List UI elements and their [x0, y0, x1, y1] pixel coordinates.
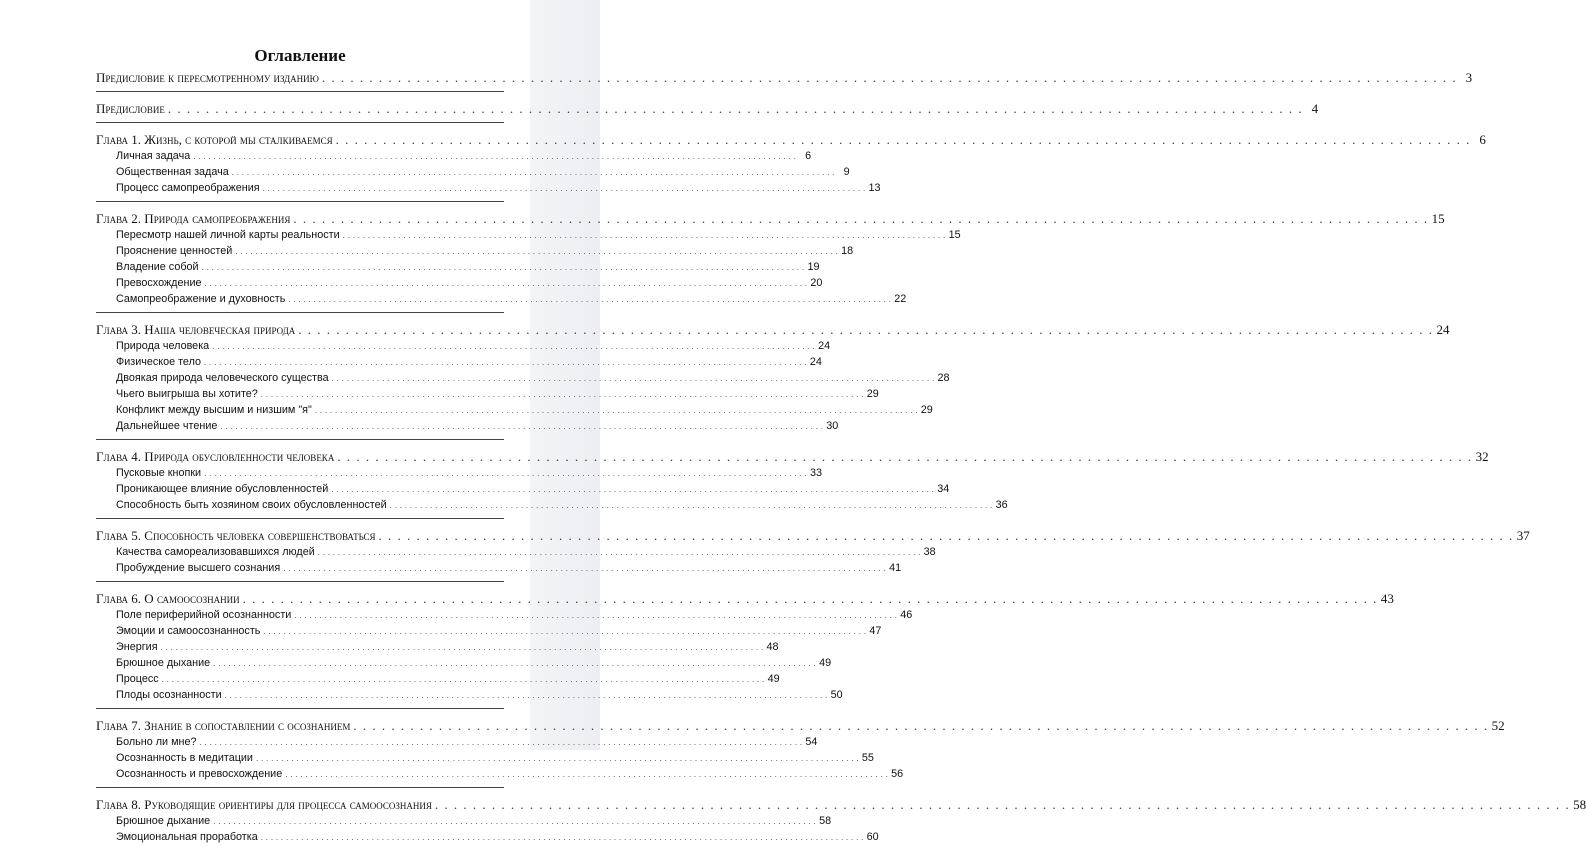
toc-subsection-entry — [96, 150, 812, 166]
toc-page-number: 15 — [1431, 211, 1445, 226]
toc-subsection-entry — [96, 562, 902, 578]
toc-entry-title: Конфликт между высшим и низшим "я" — [116, 404, 312, 416]
toc-page-number: 33 — [810, 467, 823, 479]
toc-entry-title: Брюшное дыхание — [116, 815, 211, 827]
section-divider — [96, 787, 504, 788]
toc-page-number: 55 — [861, 752, 874, 764]
toc-subsection-entry — [96, 689, 843, 705]
toc-section — [96, 449, 1489, 515]
toc-subsection-entry — [96, 609, 913, 625]
dot-leader: . . . . . . . . . . . . . . . . . . . . . . . . . . . . . . . . . . . . . . . . . . . . . . . . . . . . . . . . . . . . . . . . . . . . . . . . . . . . . . . . . . . . . . . . . . . . . . . . . . . . . . . . . . . . . . . . . . . . . . . . — [335, 132, 1471, 147]
toc-section — [96, 591, 1394, 705]
toc-entry-title: Способность быть хозяином своих обусловленностей — [116, 499, 387, 511]
toc-subsection-entry — [96, 388, 879, 404]
toc-subsection-entry — [96, 277, 823, 293]
toc-page-number: 6 — [805, 150, 812, 162]
section-divider — [96, 201, 504, 202]
toc-chapter-entry — [96, 211, 1445, 229]
toc-subsection-entry — [96, 752, 874, 768]
toc-page-number: 34 — [937, 483, 950, 495]
dot-leader: . . . . . . . . . . . . . . . . . . . . . . . . . . . . . . . . . . . . . . . . . . . . . . . . . . . . . . . . . . . . . . . . . . . . . . . . . . . . . . . . . . . . . . . . . . . . . . . . . . . . . . . . . . . . . . . . . . . . . . . . — [193, 152, 797, 161]
toc-section — [96, 211, 1445, 309]
dot-leader: . . . . . . . . . . . . . . . . . . . . . . . . . . . . . . . . . . . . . . . . . . . . . . . . . . . . . . . . . . . . . . . . . . . . . . . . . . . . . . . . . . . . . . . . . . . . . . . . . . . . . . . . . . . . . . . . . . . . . . . . — [378, 528, 1514, 543]
section-divider — [96, 91, 504, 92]
dot-leader: . . . . . . . . . . . . . . . . . . . . . . . . . . . . . . . . . . . . . . . . . . . . . . . . . . . . . . . . . . . . . . . . . . . . . . . . . . . . . . . . . . . . . . . . . . . . . . . . . . . . . . . . . . . . . . . . . . . . . . . . — [213, 817, 817, 826]
dot-leader: . . . . . . . . . . . . . . . . . . . . . . . . . . . . . . . . . . . . . . . . . . . . . . . . . . . . . . . . . . . . . . . . . . . . . . . . . . . . . . . . . . . . . . . . . . . . . . . . . . . . . . . . . . . . . . . . . . . . . . . . — [224, 691, 828, 700]
toc-page-number: 28 — [937, 372, 950, 384]
toc-page-number: 6 — [1479, 132, 1486, 147]
dot-leader: . . . . . . . . . . . . . . . . . . . . . . . . . . . . . . . . . . . . . . . . . . . . . . . . . . . . . . . . . . . . . . . . . . . . . . . . . . . . . . . . . . . . . . . . . . . . . . . . . . . . . . . . . . . . . . . . . . . . . . . . — [201, 263, 805, 272]
toc-subsection-entry — [96, 625, 882, 641]
toc-entry-title: Брюшное дыхание — [116, 657, 211, 669]
toc-entry-title: Предисловие к пересмотренному изданию — [96, 70, 319, 85]
toc-subsection-entry — [96, 831, 879, 847]
dot-leader: . . . . . . . . . . . . . . . . . . . . . . . . . . . . . . . . . . . . . . . . . . . . . . . . . . . . . . . . . . . . . . . . . . . . . . . . . . . . . . . . . . . . . . . . . . . . . . . . . . . . . . . . . . . . . . . . . . . . . . . . — [331, 374, 935, 383]
toc-page-number: 37 — [1516, 528, 1530, 543]
table-of-contents — [96, 70, 1586, 847]
page-title: Оглавление — [254, 46, 346, 65]
toc-chapter-entry — [96, 101, 1319, 119]
dot-leader: . . . . . . . . . . . . . . . . . . . . . . . . . . . . . . . . . . . . . . . . . . . . . . . . . . . . . . . . . . . . . . . . . . . . . . . . . . . . . . . . . . . . . . . . . . . . . . . . . . . . . . . . . . . . . . . . . . . . . . . . — [255, 754, 859, 763]
section-divider — [96, 581, 504, 582]
toc-entry-title: Осознанность в медитации — [116, 752, 253, 764]
toc-entry-title: Глава 8. Руководящие ориентиры для процесса самоосознания — [96, 797, 432, 812]
dot-leader: . . . . . . . . . . . . . . . . . . . . . . . . . . . . . . . . . . . . . . . . . . . . . . . . . . . . . . . . . . . . . . . . . . . . . . . . . . . . . . . . . . . . . . . . . . . . . . . . . . . . . . . . . . . . . . . . . . . . . . . . — [389, 501, 993, 510]
toc-page-number: 15 — [948, 229, 961, 241]
toc-entry-title: Глава 1. Жизнь, с которой мы сталкиваемся — [96, 132, 333, 147]
toc-entry-title: Поле периферийной осознанности — [116, 609, 292, 621]
toc-section — [96, 70, 1473, 88]
toc-subsection-entry — [96, 546, 936, 562]
toc-page-number: 24 — [818, 340, 831, 352]
toc-page-number: 20 — [810, 277, 823, 289]
toc-subsection-entry — [96, 768, 904, 784]
section-divider — [96, 122, 504, 123]
toc-entry-title: Превосхождение — [116, 277, 202, 289]
toc-chapter-entry — [96, 591, 1394, 609]
dot-leader: . . . . . . . . . . . . . . . . . . . . . . . . . . . . . . . . . . . . . . . . . . . . . . . . . . . . . . . . . . . . . . . . . . . . . . . . . . . . . . . . . . . . . . . . . . . . . . . . . . . . . . . . . . . . . . . . . . . . . . . . — [220, 422, 824, 431]
section-divider — [96, 708, 504, 709]
toc-subsection-entry — [96, 372, 950, 388]
toc-page-number: 19 — [807, 261, 820, 273]
toc-subsection-entry — [96, 229, 961, 245]
toc-chapter-entry — [96, 528, 1530, 546]
section-divider — [96, 518, 504, 519]
dot-leader: . . . . . . . . . . . . . . . . . . . . . . . . . . . . . . . . . . . . . . . . . . . . . . . . . . . . . . . . . . . . . . . . . . . . . . . . . . . . . . . . . . . . . . . . . . . . . . . . . . . . . . . . . . . . . . . . . . . . . . . . — [204, 469, 808, 478]
toc-page-number: 58 — [1573, 797, 1586, 812]
toc-subsection-entry — [96, 166, 850, 182]
toc-section — [96, 528, 1530, 578]
toc-page-number: 4 — [1311, 101, 1319, 116]
toc-subsection-entry — [96, 657, 832, 673]
dot-leader: . . . . . . . . . . . . . . . . . . . . . . . . . . . . . . . . . . . . . . . . . . . . . . . . . . . . . . . . . . . . . . . . . . . . . . . . . . . . . . . . . . . . . . . . . . . . . . . . . . . . . . . . . . . . . . . . . . . . . . . . — [212, 342, 816, 351]
dot-leader: . . . . . . . . . . . . . . . . . . . . . . . . . . . . . . . . . . . . . . . . . . . . . . . . . . . . . . . . . . . . . . . . . . . . . . . . . . . . . . . . . . . . . . . . . . . . . . . . . . . . . . . . . . . . . . . . . . . . . . . . — [331, 485, 935, 494]
dot-leader: . . . . . . . . . . . . . . . . . . . . . . . . . . . . . . . . . . . . . . . . . . . . . . . . . . . . . . . . . . . . . . . . . . . . . . . . . . . . . . . . . . . . . . . . . . . . . . . . . . . . . . . . . . . . . . . . . . . . . . . . — [298, 322, 1434, 337]
section-divider — [96, 439, 504, 440]
dot-leader: . . . . . . . . . . . . . . . . . . . . . . . . . . . . . . . . . . . . . . . . . . . . . . . . . . . . . . . . . . . . . . . . . . . . . . . . . . . . . . . . . . . . . . . . . . . . . . . . . . . . . . . . . . . . . . . . . . . . . . . . — [285, 770, 889, 779]
toc-entry-title: Энергия — [116, 641, 158, 653]
toc-page-number: 24 — [809, 356, 822, 368]
dot-leader: . . . . . . . . . . . . . . . . . . . . . . . . . . . . . . . . . . . . . . . . . . . . . . . . . . . . . . . . . . . . . . . . . . . . . . . . . . . . . . . . . . . . . . . . . . . . . . . . . . . . . . . . . . . . . . . . . . . . . . . . — [167, 101, 1304, 116]
toc-subsection-entry — [96, 673, 780, 689]
toc-entry-title: Глава 4. Природа обусловленности человека — [96, 449, 335, 464]
toc-subsection-entry — [96, 815, 832, 831]
toc-chapter-entry — [96, 797, 1586, 815]
toc-page-number: 24 — [1436, 322, 1450, 337]
dot-leader: . . . . . . . . . . . . . . . . . . . . . . . . . . . . . . . . . . . . . . . . . . . . . . . . . . . . . . . . . . . . . . . . . . . . . . . . . . . . . . . . . . . . . . . . . . . . . . . . . . . . . . . . . . . . . . . . . . . . . . . . — [242, 591, 1378, 606]
dot-leader: . . . . . . . . . . . . . . . . . . . . . . . . . . . . . . . . . . . . . . . . . . . . . . . . . . . . . . . . . . . . . . . . . . . . . . . . . . . . . . . . . . . . . . . . . . . . . . . . . . . . . . . . . . . . . . . . . . . . . . . . — [263, 627, 867, 636]
toc-page-number: 54 — [805, 736, 818, 748]
toc-subsection-entry — [96, 499, 1008, 515]
toc-subsection-entry — [96, 736, 818, 752]
toc-page-number: 29 — [920, 404, 933, 416]
toc-chapter-entry — [96, 132, 1486, 150]
dot-leader: . . . . . . . . . . . . . . . . . . . . . . . . . . . . . . . . . . . . . . . . . . . . . . . . . . . . . . . . . . . . . . . . . . . . . . . . . . . . . . . . . . . . . . . . . . . . . . . . . . . . . . . . . . . . . . . . . . . . . . . . — [337, 449, 1473, 464]
dot-leader: . . . . . . . . . . . . . . . . . . . . . . . . . . . . . . . . . . . . . . . . . . . . . . . . . . . . . . . . . . . . . . . . . . . . . . . . . . . . . . . . . . . . . . . . . . . . . . . . . . . . . . . . . . . . . . . . . . . . . . . . — [262, 184, 866, 193]
toc-chapter-entry — [96, 322, 1450, 340]
dot-leader: . . . . . . . . . . . . . . . . . . . . . . . . . . . . . . . . . . . . . . . . . . . . . . . . . . . . . . . . . . . . . . . . . . . . . . . . . . . . . . . . . . . . . . . . . . . . . . . . . . . . . . . . . . . . . . . . . . . . . . . . — [288, 295, 892, 304]
toc-page-number: 49 — [819, 657, 832, 669]
dot-leader: . . . . . . . . . . . . . . . . . . . . . . . . . . . . . . . . . . . . . . . . . . . . . . . . . . . . . . . . . . . . . . . . . . . . . . . . . . . . . . . . . . . . . . . . . . . . . . . . . . . . . . . . . . . . . . . . . . . . . . . . — [204, 279, 808, 288]
toc-page-number: 52 — [1491, 718, 1505, 733]
toc-page-number: 46 — [900, 609, 913, 621]
toc-page-number: 38 — [923, 546, 936, 558]
toc-page-number: 56 — [891, 768, 904, 780]
toc-entry-title: Общественная задача — [116, 166, 229, 178]
toc-entry-title: Природа человека — [116, 340, 210, 352]
toc-page-number: 32 — [1475, 449, 1489, 464]
toc-subsection-entry — [96, 641, 779, 657]
toc-page-number: 18 — [841, 245, 854, 257]
dot-leader: . . . . . . . . . . . . . . . . . . . . . . . . . . . . . . . . . . . . . . . . . . . . . . . . . . . . . . . . . . . . . . . . . . . . . . . . . . . . . . . . . . . . . . . . . . . . . . . . . . . . . . . . . . . . . . . . . . . . . . . . — [293, 211, 1429, 226]
toc-page-number: 3 — [1465, 70, 1473, 85]
toc-entry-title: Личная задача — [116, 150, 191, 162]
toc-subsection-entry — [96, 245, 854, 261]
dot-leader: . . . . . . . . . . . . . . . . . . . . . . . . . . . . . . . . . . . . . . . . . . . . . . . . . . . . . . . . . . . . . . . . . . . . . . . . . . . . . . . . . . . . . . . . . . . . . . . . . . . . . . . . . . . . . . . . . . . . . . . . — [213, 659, 817, 668]
toc-page-number: 50 — [830, 689, 843, 701]
dot-leader: . . . . . . . . . . . . . . . . . . . . . . . . . . . . . . . . . . . . . . . . . . . . . . . . . . . . . . . . . . . . . . . . . . . . . . . . . . . . . . . . . . . . . . . . . . . . . . . . . . . . . . . . . . . . . . . . . . . . . . . . — [294, 611, 898, 620]
dot-leader: . . . . . . . . . . . . . . . . . . . . . . . . . . . . . . . . . . . . . . . . . . . . . . . . . . . . . . . . . . . . . . . . . . . . . . . . . . . . . . . . . . . . . . . . . . . . . . . . . . . . . . . . . . . . . . . . . . . . . . . . — [260, 390, 864, 399]
toc-section — [96, 797, 1586, 847]
toc-section — [96, 101, 1319, 119]
toc-entry-title: Самопреображение и духовность — [116, 293, 286, 305]
toc-section — [96, 718, 1505, 784]
toc-entry-title: Эмоции и самоосознанность — [116, 625, 261, 637]
toc-section — [96, 132, 1486, 198]
toc-entry-title: Качества самореализовавшихся людей — [116, 546, 315, 558]
toc-entry-title: Процесс самопреображения — [116, 182, 260, 194]
toc-entry-title: Чьего выигрыша вы хотите? — [116, 388, 258, 400]
dot-leader: . . . . . . . . . . . . . . . . . . . . . . . . . . . . . . . . . . . . . . . . . . . . . . . . . . . . . . . . . . . . . . . . . . . . . . . . . . . . . . . . . . . . . . . . . . . . . . . . . . . . . . . . . . . . . . . . . . . . . . . . — [199, 738, 803, 747]
dot-leader: . . . . . . . . . . . . . . . . . . . . . . . . . . . . . . . . . . . . . . . . . . . . . . . . . . . . . . . . . . . . . . . . . . . . . . . . . . . . . . . . . . . . . . . . . . . . . . . . . . . . . . . . . . . . . . . . . . . . . . . . — [321, 70, 1458, 85]
toc-page-number: 13 — [868, 182, 881, 194]
toc-subsection-entry — [96, 467, 823, 483]
toc-entry-title: Процесс — [116, 673, 159, 685]
toc-entry-title: Глава 7. Знание в сопоставлении с осознанием — [96, 718, 351, 733]
toc-entry-title: Осознанность и превосхождение — [116, 768, 283, 780]
toc-page-number: 9 — [843, 166, 850, 178]
toc-entry-title: Предисловие — [96, 101, 165, 116]
toc-page-number: 47 — [869, 625, 882, 637]
toc-entry-title: Плоды осознанности — [116, 689, 222, 701]
toc-entry-title: Физическое тело — [116, 356, 201, 368]
toc-entry-title: Двоякая природа человеческого существа — [116, 372, 329, 384]
dot-leader: . . . . . . . . . . . . . . . . . . . . . . . . . . . . . . . . . . . . . . . . . . . . . . . . . . . . . . . . . . . . . . . . . . . . . . . . . . . . . . . . . . . . . . . . . . . . . . . . . . . . . . . . . . . . . . . . . . . . . . . . — [161, 675, 765, 684]
dot-leader: . . . . . . . . . . . . . . . . . . . . . . . . . . . . . . . . . . . . . . . . . . . . . . . . . . . . . . . . . . . . . . . . . . . . . . . . . . . . . . . . . . . . . . . . . . . . . . . . . . . . . . . . . . . . . . . . . . . . . . . . — [260, 833, 864, 842]
toc-page-number: 60 — [866, 831, 879, 843]
dot-leader: . . . . . . . . . . . . . . . . . . . . . . . . . . . . . . . . . . . . . . . . . . . . . . . . . . . . . . . . . . . . . . . . . . . . . . . . . . . . . . . . . . . . . . . . . . . . . . . . . . . . . . . . . . . . . . . . . . . . . . . . — [160, 643, 764, 652]
toc-page-number: 48 — [766, 641, 779, 653]
toc-page-number: 29 — [866, 388, 879, 400]
dot-leader: . . . . . . . . . . . . . . . . . . . . . . . . . . . . . . . . . . . . . . . . . . . . . . . . . . . . . . . . . . . . . . . . . . . . . . . . . . . . . . . . . . . . . . . . . . . . . . . . . . . . . . . . . . . . . . . . . . . . . . . . — [434, 797, 1571, 812]
toc-chapter-entry — [96, 718, 1505, 736]
toc-subsection-entry — [96, 404, 933, 420]
dot-leader: . . . . . . . . . . . . . . . . . . . . . . . . . . . . . . . . . . . . . . . . . . . . . . . . . . . . . . . . . . . . . . . . . . . . . . . . . . . . . . . . . . . . . . . . . . . . . . . . . . . . . . . . . . . . . . . . . . . . . . . . — [204, 358, 807, 367]
toc-subsection-entry — [96, 483, 950, 499]
toc-subsection-entry — [96, 420, 839, 436]
toc-page-number: 36 — [995, 499, 1008, 511]
toc-chapter-entry — [96, 449, 1489, 467]
dot-leader: . . . . . . . . . . . . . . . . . . . . . . . . . . . . . . . . . . . . . . . . . . . . . . . . . . . . . . . . . . . . . . . . . . . . . . . . . . . . . . . . . . . . . . . . . . . . . . . . . . . . . . . . . . . . . . . . . . . . . . . . — [231, 168, 835, 177]
toc-entry-title: Проникающее влияние обусловленностей — [116, 483, 329, 495]
toc-page-number: 22 — [894, 293, 907, 305]
toc-subsection-entry — [96, 340, 831, 356]
toc-entry-title: Пусковые кнопки — [116, 467, 202, 479]
toc-chapter-entry — [96, 70, 1473, 88]
dot-leader: . . . . . . . . . . . . . . . . . . . . . . . . . . . . . . . . . . . . . . . . . . . . . . . . . . . . . . . . . . . . . . . . . . . . . . . . . . . . . . . . . . . . . . . . . . . . . . . . . . . . . . . . . . . . . . . . . . . . . . . . — [235, 247, 839, 256]
toc-page-number: 30 — [826, 420, 839, 432]
toc-entry-title: Глава 6. О самоосознании — [96, 591, 240, 606]
dot-leader: . . . . . . . . . . . . . . . . . . . . . . . . . . . . . . . . . . . . . . . . . . . . . . . . . . . . . . . . . . . . . . . . . . . . . . . . . . . . . . . . . . . . . . . . . . . . . . . . . . . . . . . . . . . . . . . . . . . . . . . . — [314, 406, 918, 415]
toc-entry-title: Глава 3. Наша человеческая природа — [96, 322, 296, 337]
toc-page-number: 49 — [767, 673, 780, 685]
dot-leader: . . . . . . . . . . . . . . . . . . . . . . . . . . . . . . . . . . . . . . . . . . . . . . . . . . . . . . . . . . . . . . . . . . . . . . . . . . . . . . . . . . . . . . . . . . . . . . . . . . . . . . . . . . . . . . . . . . . . . . . . — [342, 231, 946, 240]
toc-subsection-entry — [96, 293, 907, 309]
section-divider — [96, 312, 504, 313]
dot-leader: . . . . . . . . . . . . . . . . . . . . . . . . . . . . . . . . . . . . . . . . . . . . . . . . . . . . . . . . . . . . . . . . . . . . . . . . . . . . . . . . . . . . . . . . . . . . . . . . . . . . . . . . . . . . . . . . . . . . . . . . — [317, 548, 921, 557]
toc-page-number: 41 — [889, 562, 902, 574]
toc-entry-title: Глава 2. Природа самопреображения — [96, 211, 291, 226]
toc-entry-title: Пробуждение высшего сознания — [116, 562, 281, 574]
toc-subsection-entry — [96, 261, 820, 277]
toc-entry-title: Больно ли мне? — [116, 736, 197, 748]
toc-subsection-entry — [96, 182, 881, 198]
toc-entry-title: Эмоциональная проработка — [116, 831, 258, 843]
toc-subsection-entry — [96, 356, 822, 372]
dot-leader: . . . . . . . . . . . . . . . . . . . . . . . . . . . . . . . . . . . . . . . . . . . . . . . . . . . . . . . . . . . . . . . . . . . . . . . . . . . . . . . . . . . . . . . . . . . . . . . . . . . . . . . . . . . . . . . . . . . . . . . . — [283, 564, 887, 573]
toc-section — [96, 322, 1450, 436]
toc-page-number: 43 — [1380, 591, 1394, 606]
toc-entry-title: Глава 5. Способность человека совершенствоваться — [96, 528, 376, 543]
toc-entry-title: Владение собой — [116, 261, 199, 273]
toc-entry-title: Пересмотр нашей личной карты реальности — [116, 229, 340, 241]
dot-leader: . . . . . . . . . . . . . . . . . . . . . . . . . . . . . . . . . . . . . . . . . . . . . . . . . . . . . . . . . . . . . . . . . . . . . . . . . . . . . . . . . . . . . . . . . . . . . . . . . . . . . . . . . . . . . . . . . . . . . . . . — [353, 718, 1489, 733]
toc-entry-title: Дальнейшее чтение — [116, 420, 218, 432]
toc-page-number: 58 — [819, 815, 832, 827]
toc-entry-title: Прояснение ценностей — [116, 245, 233, 257]
